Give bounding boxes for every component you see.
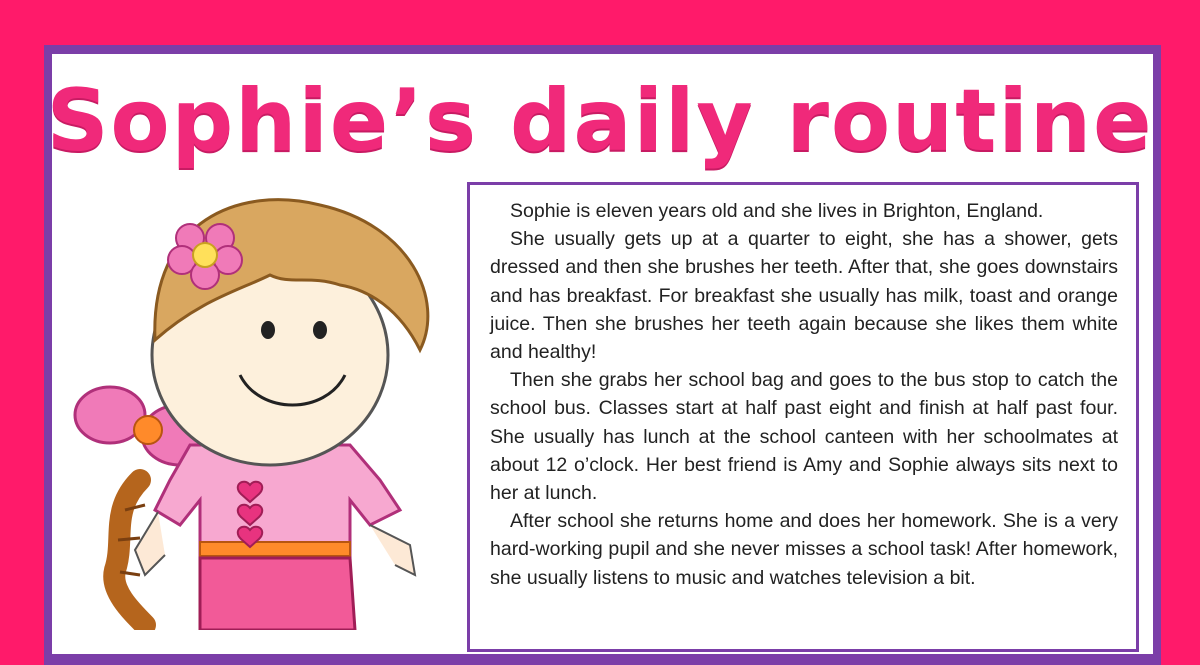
paragraph-3: Then she grabs her school bag and goes to the bus stop to catch the school bus. Classes start at half past eight and finish at half past four. She usually has lunch at the school canteen with her schoolmates at about 12 o’clock. Her best friend is Amy and Sophie always sits next to her at lunch. <box>490 369 1118 505</box>
paragraph-1: Sophie is eleven years old and she lives in Brighton, England. <box>510 200 1044 222</box>
paragraph-4: After school she returns home and does her homework. She is a very hard-working pupil and she never misses a school task! After homework, she usually listens to music and watches television a bit. <box>490 510 1118 589</box>
reading-text-box <box>467 182 1139 652</box>
girl-illustration <box>70 180 460 630</box>
worksheet-title: Sophie’s daily routine <box>46 71 1154 171</box>
paragraph-2: She usually gets up at a quarter to eight, she has a shower, gets dressed and then she brushes her teeth. After that, she goes downstairs and has breakfast. For breakfast she usually has milk, toast and orange juice. Then she brushes her teeth again because she likes them white and healthy! <box>490 228 1118 364</box>
